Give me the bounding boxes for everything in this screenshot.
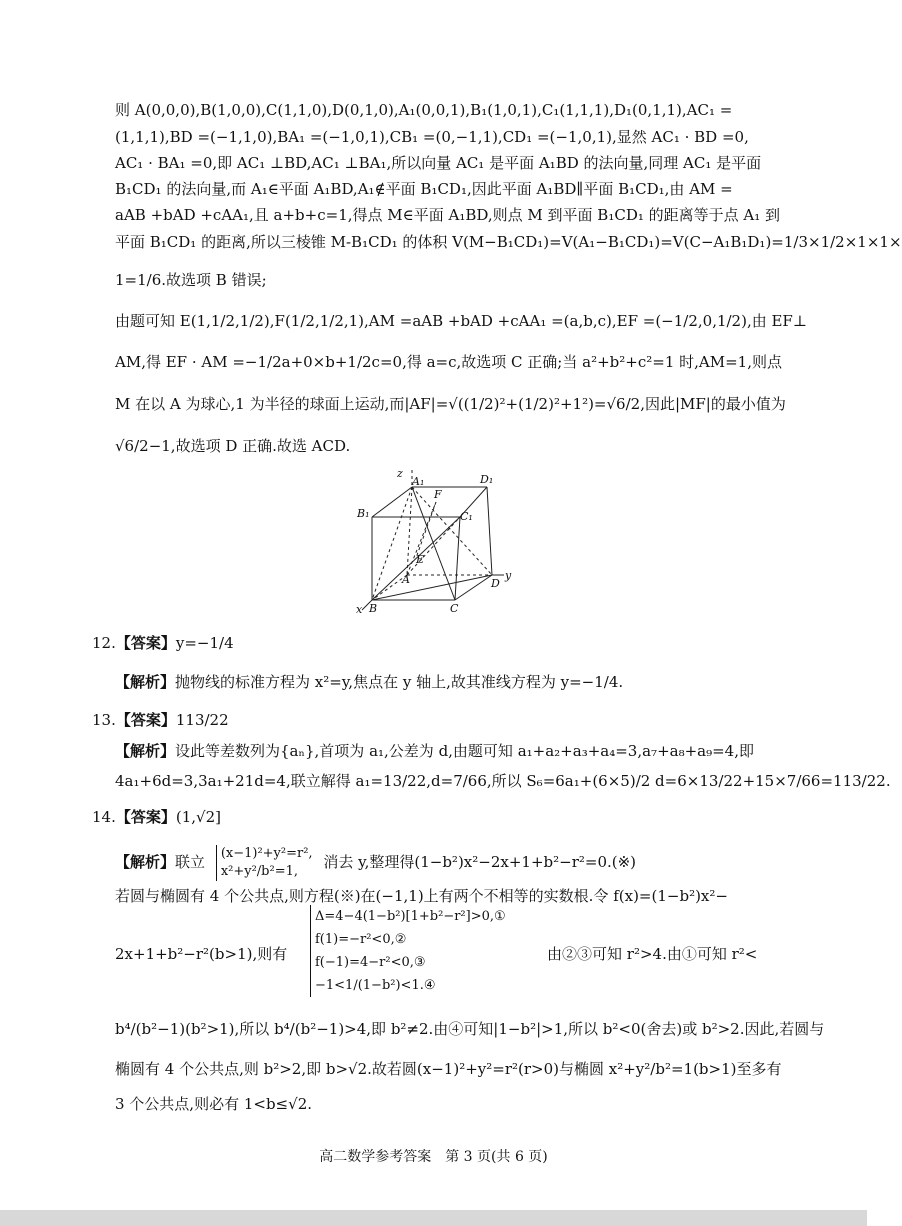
q14-answer-tag: 【答案】 — [115, 808, 176, 826]
label-D: D — [491, 577, 500, 590]
q14-number: 14. — [92, 808, 116, 826]
condition-1: Δ=4−4(1−b²)[1+b²−r²]>0,① — [315, 909, 506, 924]
q12-analysis-text: 抛物线的标准方程为 x²=y,焦点在 y 轴上,故其准线方程为 y=−1/4. — [175, 673, 624, 691]
q14-final-line: 椭圆有 4 个公共点,则 b²>2,即 b>√2.故若圆(x−1)²+y²=r²(r>0)与椭圆 x²+y²/b²=1(b>1)至多有 — [115, 1060, 782, 1078]
system-eq-2: x²+y²/b²=1, — [220, 864, 299, 879]
q14-conditions-prefix: 2x+1+b²−r²(b>1),则有 — [115, 945, 288, 963]
q12-number: 12. — [92, 634, 116, 652]
text-line: M 在以 A 为球心,1 为半径的球面上运动,而|AF|=√((1/2)²+(1/2)²+1²)=√6/2,因此|MF|的最小值为 — [115, 395, 786, 413]
q14-text-line: 若圆与椭圆有 4 个公共点,则方程(※)在(−1,1)上有两个不相等的实数根.令 f(x)=(1−b²)x²− — [115, 887, 728, 905]
q14-answer: (1,√2] — [175, 808, 221, 826]
text-line: 则 A(0,0,0),B(1,0,0),C(1,1,0),D(0,1,0),A₁(0,0,1),B₁(1,0,1),C₁(1,1,1),D₁(0,1,1),AC₁ = — [115, 101, 733, 119]
diag-A1C — [412, 487, 455, 600]
label-x: x — [356, 603, 363, 616]
edge-CC1 — [455, 517, 460, 600]
text-line: 平面 B₁CD₁ 的距离,所以三棱锥 M-B₁CD₁ 的体积 V(M−B₁CD₁)=V(A₁−B₁CD₁)=V(C−A₁B₁D₁)=1/3×1/2×1×1× — [115, 233, 902, 251]
q14-analysis-tag: 【解析】 — [115, 853, 176, 871]
text-line: (1,1,1),BD =(−1,1,0),BA₁ =(−1,0,1),CB₁ =(0,−1,1),CD₁ =(−1,0,1),显然 AC₁ · BD =0, — [115, 128, 749, 146]
text-line: √6/2−1,故选项 D 正确.故选 ACD. — [115, 437, 351, 455]
text-line: 由题可知 E(1,1/2,1/2),F(1/2,1/2,1),AM =aAB +bAD +cAA₁ =(a,b,c),EF =(−1/2,0,1/2),由 EF⊥ — [115, 312, 807, 330]
label-B1: B₁ — [357, 507, 370, 520]
bottom-bar — [0, 1210, 867, 1226]
q13-analysis-line — [115, 741, 785, 761]
label-C: C — [450, 602, 459, 615]
condition-4: −1<1/(1−b²)<1.④ — [315, 978, 436, 993]
q13-answer-tag: 【答案】 — [115, 711, 176, 729]
q12-analysis-tag: 【解析】 — [115, 673, 176, 691]
q14-system-suffix: 消去 y,整理得(1−b²)x²−2x+1+b²−r²=0.(※) — [323, 853, 637, 871]
condition-2: f(1)=−r²<0,② — [315, 932, 407, 947]
label-y: y — [505, 569, 512, 582]
text-line: 1=1/6.故选项 B 错误; — [115, 271, 267, 289]
label-A: A — [402, 573, 410, 586]
edge-A1B1 — [372, 487, 412, 517]
q14-final-line: 3 个公共点,则必有 1<b≤√2. — [115, 1095, 313, 1113]
q14-line — [92, 807, 221, 827]
q14-conditions-suffix: 由②③可知 r²>4.由①可知 r²< — [547, 945, 758, 963]
label-C1: C₁ — [460, 510, 473, 523]
q13-answer: 113/22 — [175, 711, 229, 729]
system-eq-1: (x−1)²+y²=r², — [220, 846, 313, 861]
q13-analysis-line: 4a₁+6d=3,3a₁+21d=4,联立解得 a₁=13/22,d=7/66,所以 S₆=6a₁+(6×5)/2 d=6×13/22+15×7/66=113/22. — [115, 772, 891, 790]
q13-line — [92, 710, 229, 730]
cube-diagram — [352, 465, 522, 615]
q12-answer: y=−1/4 — [175, 634, 234, 652]
q12-analysis — [115, 672, 785, 692]
q14-system-line — [115, 845, 785, 881]
label-F: F — [434, 488, 442, 501]
q13-analysis-text: 设此等差数列为{aₙ},首项为 a₁,公差为 d,由题可知 a₁+a₂+a₃+a₄=3,a₇+a₈+a₉=4,即 — [175, 742, 754, 760]
label-D1: D₁ — [480, 473, 494, 486]
q14-conditions — [310, 905, 506, 997]
text-line: AM,得 EF · AM =−1/2a+0×b+1/2c=0,得 a=c,故选项 C 正确;当 a²+b²+c²=1 时,AM=1,则点 — [115, 353, 782, 371]
q13-number: 13. — [92, 711, 116, 729]
label-A1: A₁ — [412, 475, 425, 488]
text-line: AC₁ · BA₁ =0,即 AC₁ ⊥BD,AC₁ ⊥BA₁,所以向量 AC₁ 是平面 A₁BD 的法向量,同理 AC₁ 是平面 — [115, 154, 762, 172]
diag-AC1 — [407, 517, 460, 575]
label-B: B — [369, 602, 378, 615]
label-z: z — [397, 467, 403, 480]
condition-3: f(−1)=4−r²<0,③ — [315, 955, 426, 970]
q12-line — [92, 633, 234, 653]
text-line: B₁CD₁ 的法向量,而 A₁∈平面 A₁BD,A₁∉平面 B₁CD₁,因此平面 A₁BD∥平面 B₁CD₁,由 AM = — [115, 180, 733, 198]
label-E: E — [416, 553, 425, 566]
q13-analysis-tag: 【解析】 — [115, 742, 176, 760]
page-footer: 高二数学参考答案 第 3 页(共 6 页) — [319, 1149, 548, 1165]
q14-system — [216, 845, 313, 881]
edge-D1D — [487, 487, 492, 575]
q14-conditions-block — [115, 905, 785, 1005]
q14-system-prefix: 联立 — [175, 853, 206, 871]
q14-final-line: b⁴/(b²−1)(b²>1),所以 b⁴/(b²−1)>4,即 b²≠2.由④可知|1−b²|>1,所以 b²<0(舍去)或 b²>2.因此,若圆与 — [115, 1020, 825, 1038]
q12-answer-tag: 【答案】 — [115, 634, 176, 652]
text-line: aAB +bAD +cAA₁,且 a+b+c=1,得点 M∈平面 A₁BD,则点 M 到平面 B₁CD₁ 的距离等于点 A₁ 到 — [115, 206, 781, 224]
